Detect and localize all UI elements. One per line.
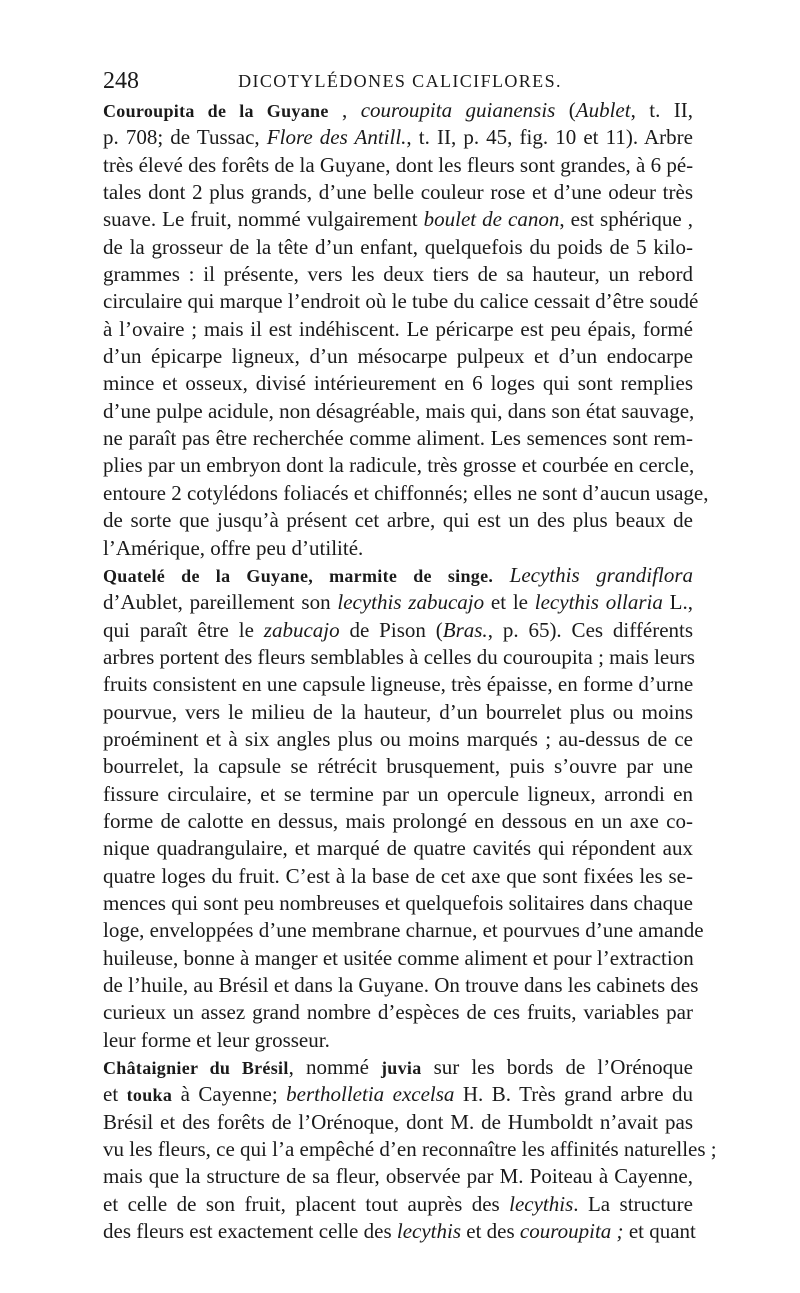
text-line: pourvue, vers le milieu de la hauteur, d’un bourrelet plus ou moins (103, 699, 693, 724)
running-title: DICOTYLÉDONES CALICIFLORES. (238, 71, 562, 91)
lemma-heading: Couroupita de la Guyane (103, 101, 329, 121)
text-line: fissure circulaire, et se termine par un opercule ligneux, arrondi en (103, 781, 693, 806)
text-line: d’Aublet, pareillement son lecythis zabucajo et le lecythis ollaria L., (103, 590, 693, 615)
text-line: circulaire qui marque l’endroit où le tube du calice cessait d’être soudé (103, 289, 699, 314)
text-line: leur forme et leur grosseur. (103, 1027, 330, 1052)
text-line: bourrelet, la capsule se rétrécit brusquement, puis s’ouvre par une (103, 754, 693, 779)
lemma-heading: Châtaignier du Brésil (103, 1058, 289, 1079)
page-number: 248 (103, 68, 139, 94)
text-line: Brésil et des forêts de l’Orénoque, dont M. de Humboldt n’avait pas (103, 1109, 693, 1134)
text-line: qui paraît être le zabucajo de Pison (Bras., p. 65). Ces différents (103, 617, 694, 642)
text-line: ne paraît pas être recherchée comme aliment. Les semences sont rem- (103, 426, 693, 451)
text-line: d’un épicarpe ligneux, d’un mésocarpe pulpeux et d’un endocarpe (103, 344, 693, 369)
lemma-heading: Quatelé de la Guyane, marmite de singe. (103, 565, 494, 586)
text-line: mince et osseux, divisé intérieurement en 6 loges qui sont remplies (103, 371, 693, 396)
text-line: vu les fleurs, ce qui l’a empêché d’en reconnaître les affinités naturelles ; (103, 1137, 717, 1162)
paragraph-quatele (103, 562, 704, 1054)
text-line: entoure 2 cotylédons foliacés et chiffonnés; elles ne sont d’aucun usage, (103, 480, 709, 505)
text-line: et celle de son fruit, placent tout auprès des lecythis. La structure (103, 1191, 693, 1216)
text-line: grammes : il présente, vers les deux tiers de sa hauteur, un rebord (103, 262, 693, 287)
text-line: de sorte que jusqu’à présent cet arbre, qui est un des plus beaux de (103, 508, 693, 533)
text-line: fruits consistent en une capsule ligneuse, très épaisse, en forme d’urne (103, 672, 694, 697)
text-line: tales dont 2 plus grands, d’une belle couleur rose et d’une odeur très (103, 180, 693, 205)
text-line: des fleurs est exactement celle des lecythis et des couroupita ; et quant (103, 1219, 696, 1244)
page-header (103, 68, 697, 98)
text-line: Quatelé de la Guyane, marmite de singe. Lecythis grandiflora (103, 562, 693, 587)
body-text (103, 97, 717, 1245)
text-line: nique quadrangulaire, et marqué de quatre cavités qui répondent aux (103, 836, 693, 861)
text-line: plies par un embryon dont la radicule, très grosse et courbée en cercle, (103, 453, 695, 478)
text-line: Couroupita de la Guyane , couroupita guianensis (Aublet, t. II, (103, 98, 694, 122)
text-line: loge, enveloppées d’une membrane charnue, et pourvues d’une amande (103, 918, 704, 943)
text-line: quatre loges du fruit. C’est à la base de cet axe que sont fixées les se- (103, 863, 693, 888)
paragraph-chataignier (103, 1054, 717, 1245)
text-line: et touka à Cayenne; bertholletia excelsa H. B. Très grand arbre du (103, 1082, 694, 1107)
text-line: arbres portent des fleurs semblables à celles du couroupita ; mais leurs (103, 644, 695, 669)
text-line: Châtaignier du Brésil, nommé juvia sur les bords de l’Orénoque (103, 1055, 693, 1080)
text-line: proéminent et à six angles plus ou moins marqués ; au-dessus de ce (103, 726, 693, 751)
text-line: mences qui sont peu nombreuses et quelquefois solitaires dans chaque (103, 890, 693, 915)
text-line: suave. Le fruit, nommé vulgairement boulet de canon, est sphérique , (103, 207, 693, 232)
text-line: huileuse, bonne à manger et usitée comme aliment et pour l’extraction (103, 945, 694, 970)
text-line: mais que la structure de sa fleur, observée par M. Poiteau à Cayenne, (103, 1164, 693, 1189)
text-line: à l’ovaire ; mais il est indéhiscent. Le péricarpe est peu épais, formé (103, 316, 693, 341)
text-line: forme de calotte en dessus, mais prolongé en dessous en un axe co- (103, 808, 693, 833)
text-line: l’Amérique, offre peu d’utilité. (103, 535, 364, 560)
text-line: curieux un assez grand nombre d’espèces de ces fruits, variables par (103, 1000, 693, 1025)
text-line: de la grosseur de la tête d’un enfant, quelquefois du poids de 5 kilo- (103, 234, 693, 259)
text-line: de l’huile, au Brésil et dans la Guyane. On trouve dans les cabinets des (103, 973, 699, 997)
text-line: très élevé des forêts de la Guyane, dont les fleurs sont grandes, à 6 pé- (103, 152, 694, 177)
text-line: d’une pulpe acidule, non désagréable, mais qui, dans son état sauvage, (103, 398, 695, 423)
paragraph-couroupita (103, 97, 709, 562)
text-line: p. 708; de Tussac, Flore des Antill., t. II, p. 45, fig. 10 et 11). Arbre (103, 125, 693, 150)
